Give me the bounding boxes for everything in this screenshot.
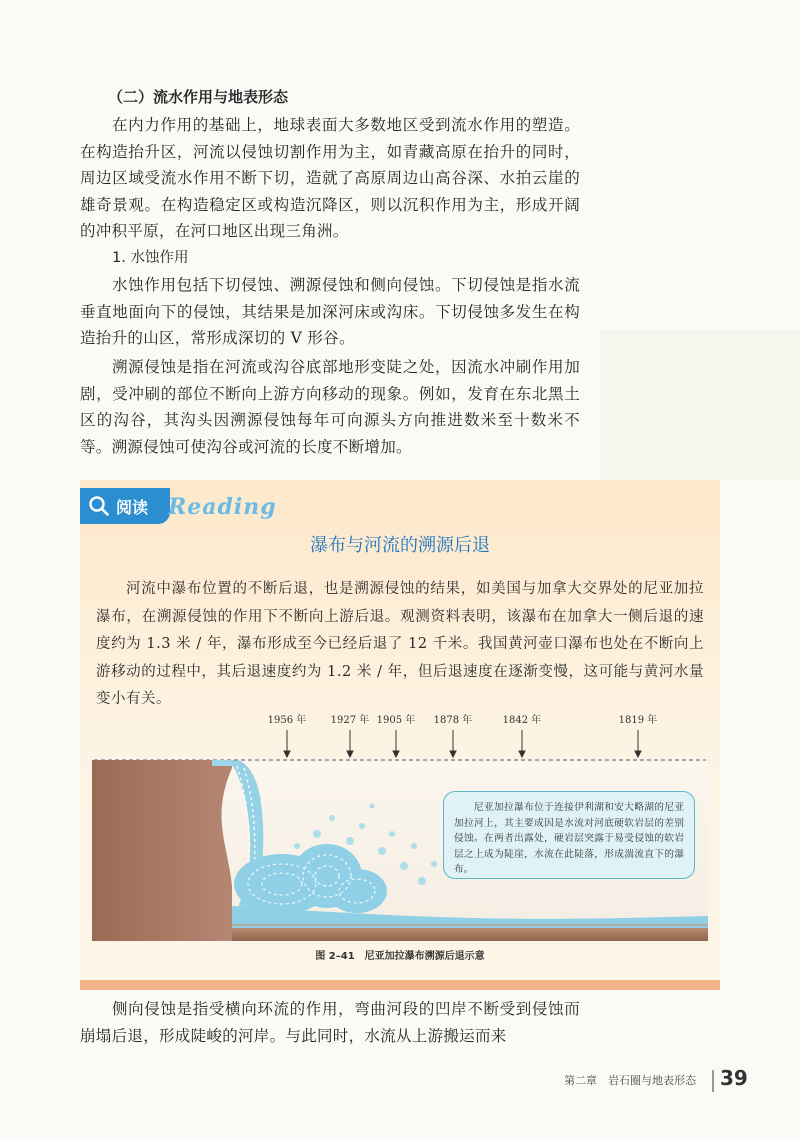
section-intro-paragraph: 在内力作用的基础上，地球表面大多数地区受到流水作用的塑造。在构造抬升区，河流以侵蚀切割作用为主，如青藏高原在抬升的同时，周边区域受流水作用不断下切，造就了高原周边山高谷深、水拍云崖的雄奇景观。在构造稳定区或构造沉降区，则以沉积作用为主，形成开阔的冲积平原，在河口地区出现三角洲。 (80, 116, 580, 240)
year-label-1842: 1842 年 (502, 715, 542, 726)
riverbed-ground (232, 928, 708, 941)
reading-title: 瀑布与河流的溯源后退 (310, 535, 490, 556)
magnifier-icon (88, 495, 110, 517)
year-markers (268, 713, 658, 757)
year-label-1878: 1878 年 (433, 715, 473, 726)
water-erosion-paragraph: 水蚀作用包括下切侵蚀、溯源侵蚀和侧向侵蚀。下切侵蚀是指水流垂直地面向下的侵蚀，其结果是加深河床或沟床。下切侵蚀多发生在构造抬升的山区，常形成深切的 V 形谷。 (80, 276, 580, 347)
reading-english-label: Reading (168, 494, 277, 520)
reading-tab (80, 488, 170, 524)
page-number: 39 (720, 1066, 748, 1090)
year-label-1927: 1927 年 (330, 715, 370, 726)
reading-paragraph: 河流中瀑布位置的不断后退，也是溯源侵蚀的结果，如美国与加拿大交界处的尼亚加拉瀑布，在溯源侵蚀的作用下不断向上游后退。观测资料表明，该瀑布在加拿大一侧后退的速度约为 1.3 米 / 年，瀑布形成至今已经后退了 12 千米。我国黄河壶口瀑布也处在不断向上游移动的过程中，其后退速度约为 1.2 米 / 年，但后退速度在逐渐变慢，这可能与黄河水量变小有关。 (96, 581, 704, 707)
reading-box-bottom-border (80, 980, 720, 990)
headward-erosion-paragraph: 溯源侵蚀是指在河流或沟谷底部地形变陡之处，因流水冲刷作用加剧，受冲刷的部位不断向上游方向移动的现象。例如，发育在东北黑土区的沟谷，其沟头因溯源侵蚀每年可向源头方向推进数米至十数米不等。溯源侵蚀可使沟谷或河流的长度不断增加。 (80, 358, 580, 456)
chapter-footer: 第二章 岩石圈与地表形态 (564, 1074, 696, 1087)
diagram-note-box: 尼亚加拉瀑布位于连接伊利湖和安大略湖的尼亚加拉河上，其主要成因是水流对河底硬软岩层的差别侵蚀。在两者出露处，硬岩层突露于易受侵蚀的软岩层之上成为陡崖，水流在此陡落，形成湍流直下的瀑布。 (443, 791, 695, 879)
year-label-1956: 1956 年 (267, 715, 307, 726)
section-title: （二）流水作用与地表形态 (108, 88, 289, 106)
lateral-erosion-paragraph: 侧向侵蚀是指受横向环流的作用，弯曲河段的凹岸不断受到侵蚀而崩塌后退，形成陡峻的河岸。与此同时，水流从上游搬运而来 (80, 1000, 580, 1045)
ghost-bleedthrough (600, 330, 800, 480)
upper-river (212, 760, 234, 766)
subsection-title: 1. 水蚀作用 (112, 250, 189, 266)
figure-caption: 图 2–41 尼亚加拉瀑布溯源后退示意 (315, 951, 485, 962)
year-label-1819: 1819 年 (618, 715, 658, 726)
footer-divider (712, 1070, 714, 1092)
year-label-1905: 1905 年 (376, 715, 416, 726)
cliff-rock (92, 760, 232, 941)
reading-tab-label: 阅读 (116, 497, 149, 517)
